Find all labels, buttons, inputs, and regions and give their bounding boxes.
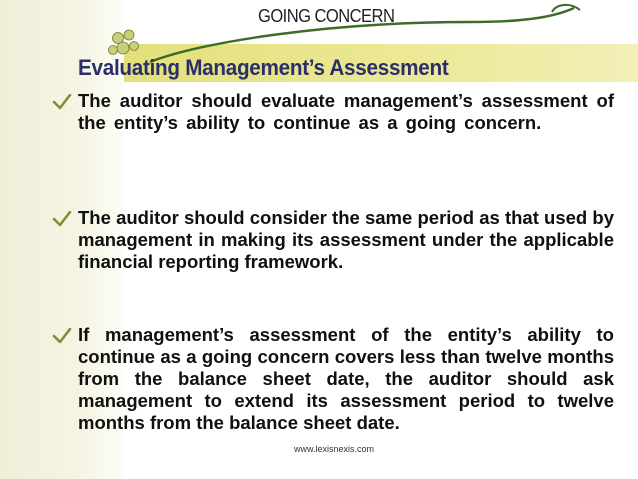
- checkmark-bullet-icon: [52, 94, 72, 110]
- section-heading: Evaluating Management’s Assessment: [78, 55, 449, 80]
- footer-watermark: www.lexisnexis.com: [294, 444, 375, 454]
- bullet-text: If management’s assessment of the entity’s ability to continue as a going concern covers less than twelve months from the balance sheet date, the auditor should ask management to extend its assessment period to twelve months from the balance sheet date.: [78, 324, 614, 433]
- bullet-text: The auditor should evaluate management’s assessment of the entity’s ability to continue as a going concern.: [78, 90, 614, 133]
- checkmark-bullet-icon: [52, 328, 72, 344]
- checkmark-bullet-icon: [52, 211, 72, 227]
- bullet-text: The auditor should consider the same period as that used by management in making its assessment under the applicable financial reporting framework.: [78, 207, 614, 272]
- slide-title: GOING CONCERN: [258, 6, 395, 26]
